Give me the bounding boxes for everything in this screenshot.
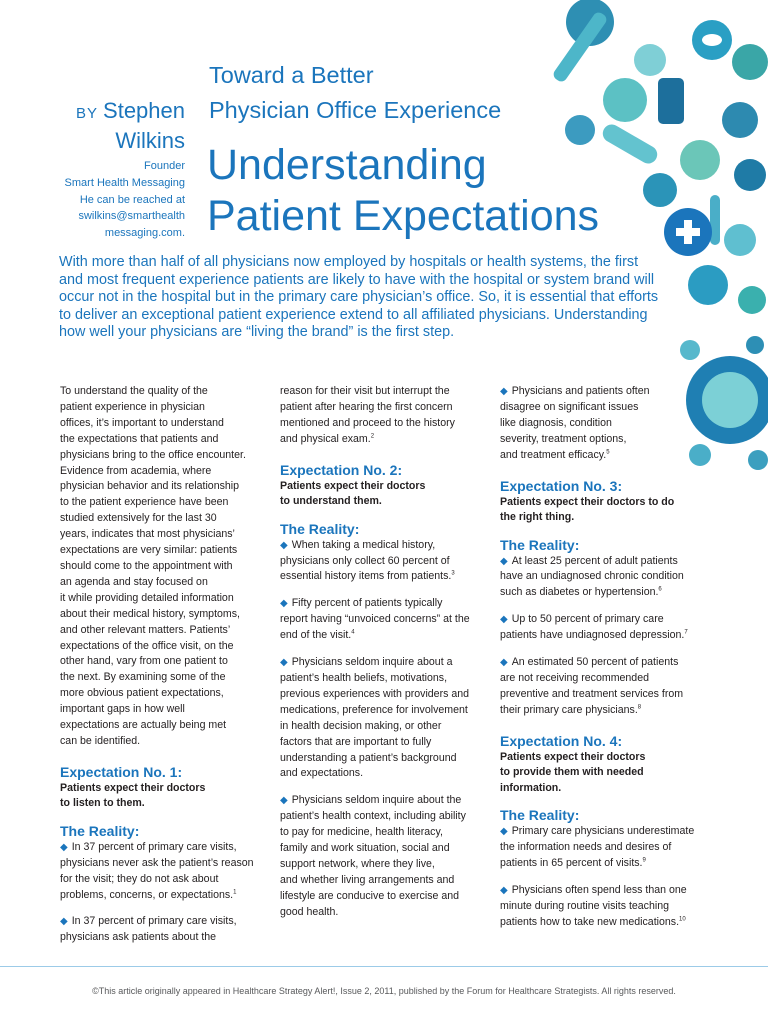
expectation-1-title: Expectation No. 1: xyxy=(60,763,183,780)
author-company: Smart Health Messaging xyxy=(64,176,185,189)
reality-heading: The Reality: xyxy=(60,822,140,839)
footnote-ref: 7 xyxy=(684,629,688,636)
expectation-4-title: Expectation No. 4: xyxy=(500,732,623,749)
eye-pupil-icon xyxy=(702,34,722,46)
expectation-3-subtitle: Patients expect their doctors to do the right thing. xyxy=(500,495,675,524)
expectation-4-subtitle: Patients expect their doctors to provide them with needed information. xyxy=(500,750,646,794)
bullet-item: ◆ Physicians often spend less than one minute during routine visits teaching patients how to take new medications.$^{10}$ xyxy=(500,883,687,928)
expectation-2-subtitle: Patients expect their doctors to understand them. xyxy=(280,479,426,508)
diamond-bullet-icon: ◆ xyxy=(60,841,68,853)
bullet-item: ◆ Fifty percent of patients typically report having “unvoiced concerns” at the end of the visit.$^4$ xyxy=(280,597,470,642)
author-first-line xyxy=(60,97,185,127)
footer-divider xyxy=(0,966,768,967)
diamond-bullet-icon: ◆ xyxy=(280,598,288,610)
tooth-icon xyxy=(724,224,756,256)
title-line-1: Understanding xyxy=(207,141,487,189)
diamond-bullet-icon: ◆ xyxy=(500,884,508,896)
diamond-bullet-icon: ◆ xyxy=(500,386,508,397)
runner-icon xyxy=(688,265,728,305)
apple-icon xyxy=(738,286,766,314)
bullet-item: ◆ In 37 percent of primary care visits, physicians never ask the patient’s reason for the visit; they do not ask about problems, concerns, or expectations.$^1$ xyxy=(60,840,254,901)
kicker xyxy=(209,58,501,128)
footnote-ref: 9 xyxy=(642,857,646,864)
bullet-item: ◆ In 37 percent of primary care visits, physicians ask patients about the xyxy=(60,915,237,944)
syringe-icon xyxy=(551,10,608,84)
author-first-name: Stephen xyxy=(103,98,185,123)
flower-icon xyxy=(603,78,647,122)
bullet-item: ◆ Primary care physicians underestimate the information needs and desires of patients in 65 percent of visits.$^9$ xyxy=(500,825,695,869)
diamond-bullet-icon: ◆ xyxy=(280,657,288,669)
diamond-bullet-icon: ◆ xyxy=(500,555,508,567)
copyright-footer: ©This article originally appeared in Healthcare Strategy Alert!, Issue 2, 2011, published by the Forum for Healthcare Strategists. All rights reserved. xyxy=(92,986,676,996)
bullet-item: ◆ At least 25 percent of adult patients have an undiagnosed chronic condition such as diabetes or hypertension.$^6$ xyxy=(500,554,684,599)
person-icon xyxy=(722,102,758,138)
bullet-item: ◆ Physicians and patients often disagree on significant issues like diagnosis, condition severity, treatment options, and treatment efficacy.$^5$ xyxy=(500,385,650,461)
capsule-icon xyxy=(566,0,614,46)
gear-icon xyxy=(734,159,766,191)
diamond-bullet-icon: ◆ xyxy=(500,614,508,626)
author-last-name: Wilkins xyxy=(115,128,185,153)
bullet-item: ◆ Physicians seldom inquire about a patient’s health beliefs, motivations, previous experiences with providers and medications, preference for involvement in health decision making, or other factors that are important to fully understanding a patient’s background and expectations. xyxy=(280,656,470,780)
cross-vertical xyxy=(684,220,692,244)
dot-icon-d xyxy=(748,450,768,470)
reality-heading: The Reality: xyxy=(500,536,580,553)
diamond-bullet-icon: ◆ xyxy=(500,657,508,669)
byline xyxy=(60,97,185,242)
footnote-ref: 1 xyxy=(233,889,237,896)
footnote-ref: 6 xyxy=(658,586,662,593)
cross-horizontal xyxy=(676,228,700,236)
heart-icon xyxy=(732,44,768,80)
bullet-item: ◆ An estimated 50 percent of patients are not receiving recommended preventive and treatment services from their primary care physicians.$^8$ xyxy=(500,656,684,716)
author-contact-line: He can be reached at xyxy=(79,193,185,206)
kicker-line-2: Physician Office Experience xyxy=(209,97,502,123)
pill-icon xyxy=(634,44,666,76)
footnote-ref: 2 xyxy=(370,433,375,440)
molecule-icon xyxy=(643,173,677,207)
medical-cross-icon xyxy=(664,208,712,256)
diamond-bullet-icon: ◆ xyxy=(280,795,288,807)
kicker-line-1: Toward a Better xyxy=(209,62,374,88)
virus-icon xyxy=(680,140,720,180)
expectation-1-subtitle: Patients expect their doctors to listen to them. xyxy=(60,781,206,810)
bullet-item: ◆ Up to 50 percent of primary care patients have undiagnosed depression.$^7$ xyxy=(500,613,688,642)
rx-inner xyxy=(702,372,758,428)
footnote-ref: 4 xyxy=(351,629,355,636)
bullet-item: ◆ Physicians seldom inquire about the patient’s health context, including ability to pay for medicine, health literacy, family and work situation, social and support network, where they live, and whether living arrangements and lifestyle are conducive to exercise and good health. xyxy=(280,794,466,918)
thermometer-icon xyxy=(710,195,720,245)
bullet-item: ◆ When taking a medical history, physicians only collect 60 percent of essential history items from patients.$^3$ xyxy=(280,538,455,583)
author-email-cont: messaging.com. xyxy=(104,227,185,240)
expectation-2-title: Expectation No. 2: xyxy=(280,461,403,478)
bandage-icon xyxy=(600,121,661,167)
page-title xyxy=(207,140,599,242)
dot-icon-a xyxy=(680,340,700,360)
footnote-ref: 5 xyxy=(606,449,610,456)
bottle-icon xyxy=(658,78,684,124)
expectation-3-title: Expectation No. 3: xyxy=(500,477,623,494)
title-line-2: Patient Expectations xyxy=(207,192,600,240)
body-paragraph: To understand the quality of the patient experience in physician offices, it’s important to understand the expectations that patients and physicians bring to the office encounter. Evidence from academia, where physician behavior and its relationship to the patient experience have been studied extensively for the last 30 years, indicates that most physicians’ expectations are very similar: patients should come to the appointment with an agenda and stay focused on it while providing detailed information about their medical history, symptoms, and other relevant matters. Patients’ expectations of the office visit, on the other hand, vary from one patient to the next. By examining some of the more obvious patient expectations, important gaps in how well expectations are actually being met can be identified. xyxy=(60,385,246,747)
column-1 xyxy=(60,384,265,946)
reality-heading: The Reality: xyxy=(500,807,580,824)
column-2 xyxy=(280,384,485,921)
continued-paragraph: reason for their visit but interrupt the patient after hearing the first concern mentioned and proceed to the history and physical exam.$^2$ xyxy=(280,385,455,445)
diamond-bullet-icon: ◆ xyxy=(500,826,508,838)
footnote-ref: 10 xyxy=(679,916,686,923)
footnote-ref: 8 xyxy=(637,704,642,711)
diamond-bullet-icon: ◆ xyxy=(60,916,68,928)
dot-icon-b xyxy=(746,336,764,354)
by-label: BY xyxy=(76,105,99,122)
column-3 xyxy=(500,384,705,931)
diamond-bullet-icon: ◆ xyxy=(280,539,288,551)
intro-paragraph: With more than half of all physicians now employed by hospitals or health systems, the first and most frequent experience patients are likely to have with the hospital or system brand will occur not in the hospital but in the primary care physician’s office. So, it is essential that efforts to deliver an exceptional patient experience extend to all affiliated physicians. Understanding how well your physicians are “living the brand” is the first step. xyxy=(59,254,659,341)
author-role: Founder xyxy=(144,160,185,172)
author-email: swilkins@smarthealth xyxy=(78,210,185,223)
footnote-ref: 3 xyxy=(451,570,455,577)
reality-heading: The Reality: xyxy=(280,520,360,537)
eye-icon xyxy=(692,20,732,60)
author-info xyxy=(60,158,185,242)
